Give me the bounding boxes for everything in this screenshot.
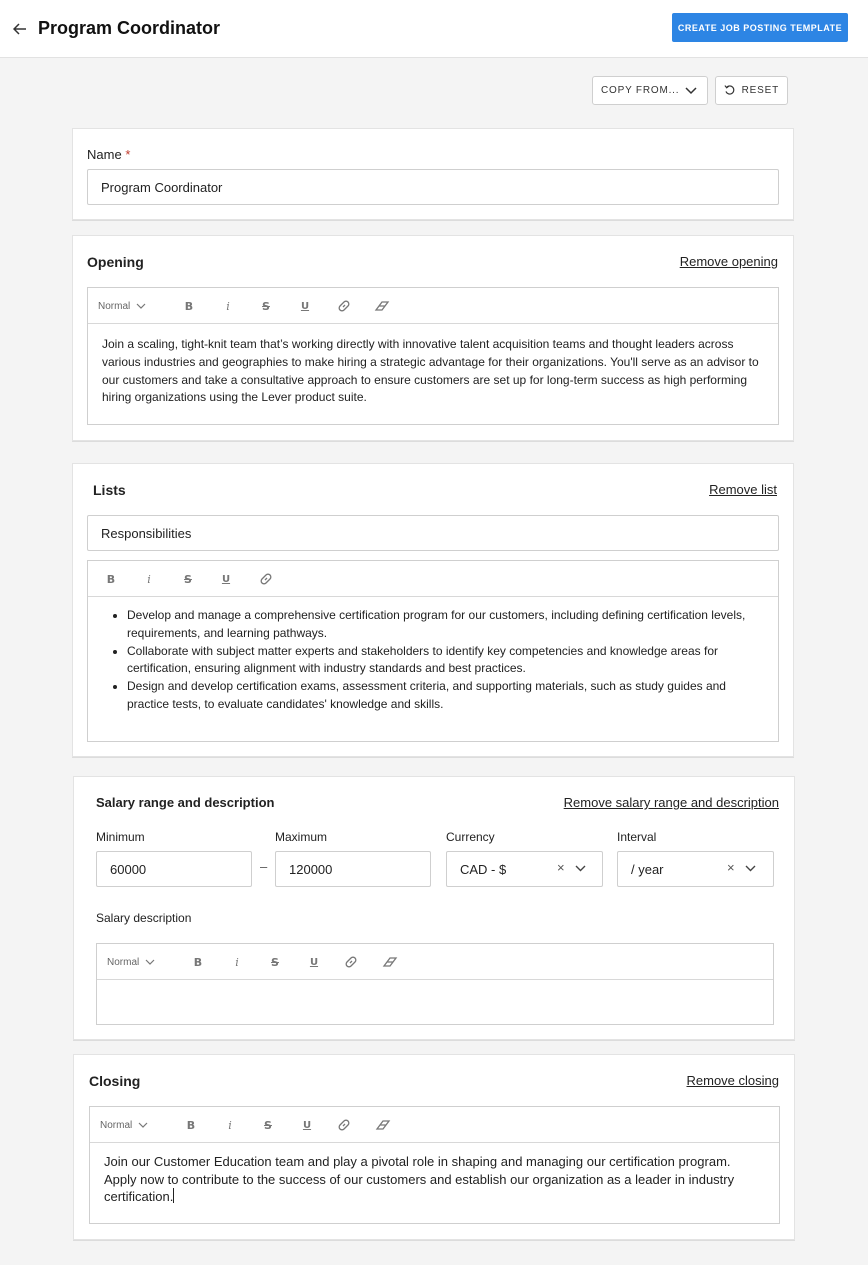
lists-card (72, 463, 794, 757)
closing-toolbar (90, 1107, 779, 1143)
required-mark: * (125, 147, 131, 162)
closing-card (73, 1054, 795, 1240)
link-icon[interactable] (335, 1107, 353, 1143)
format-label: Normal (98, 300, 131, 312)
chevron-down-icon[interactable] (745, 865, 756, 872)
minimum-label: Minimum (96, 830, 145, 844)
name-input[interactable]: Program Coordinator (87, 169, 779, 205)
strikethrough-button[interactable]: S (271, 955, 279, 969)
strikethrough-button[interactable]: S (184, 572, 192, 586)
text-cursor (173, 1188, 174, 1203)
range-dash: – (260, 859, 268, 874)
clear-currency-icon[interactable]: × (557, 860, 565, 875)
currency-value: CAD - $ (460, 861, 507, 877)
link-icon[interactable] (335, 288, 353, 324)
chevron-down-icon (145, 959, 155, 965)
responsibilities-list (102, 607, 764, 714)
clear-format-eraser-icon[interactable] (373, 288, 391, 324)
list-item: • Develop and manage a comprehensive certification program for our customers, including defining certification levels, requirements, and learning pathways. (127, 607, 764, 643)
copy-from-dropdown[interactable] (592, 76, 708, 105)
bold-button[interactable]: B (186, 1118, 196, 1132)
list-toolbar (88, 561, 778, 597)
chevron-down-icon (136, 303, 146, 309)
bold-button[interactable]: B (106, 572, 116, 586)
reset-label: RESET (741, 85, 779, 96)
salary-card (73, 776, 795, 1040)
interval-value: / year (631, 861, 664, 877)
opening-heading: Opening (87, 254, 144, 270)
underline-button[interactable]: U (302, 1119, 312, 1131)
clear-format-eraser-icon[interactable] (381, 944, 399, 980)
clear-interval-icon[interactable]: × (727, 860, 735, 875)
currency-label: Currency (446, 830, 495, 844)
opening-text[interactable]: Join a scaling, tight-knit team that’s working directly with innovative talent acquisition teams and thought leaders across various industries and geographies to make hiring a strategic advantage for their organizations. You'll serve as an advisor to our customers and take a consultative approach to ensure customers are set up for long-term success as high performing hiring organizations using the Lever product suite. (102, 337, 759, 405)
list-editor (87, 560, 779, 742)
bold-button[interactable]: B (193, 955, 203, 969)
list-content[interactable] (102, 607, 764, 714)
italic-button[interactable]: i (147, 572, 151, 586)
format-dropdown[interactable] (98, 288, 146, 324)
salary-description-label: Salary description (96, 911, 192, 925)
minimum-input[interactable]: 60000 (96, 851, 252, 887)
salary-toolbar (97, 944, 773, 980)
format-label: Normal (100, 1119, 133, 1131)
salary-description-text[interactable] (111, 984, 759, 1024)
salary-heading: Salary range and description (96, 795, 275, 810)
maximum-input[interactable]: 120000 (275, 851, 431, 887)
name-card (72, 128, 794, 220)
opening-card (72, 235, 794, 441)
format-label: Normal (107, 956, 140, 968)
closing-text: Join our Customer Education team and play a pivotal role in shaping and managing our certification program. Apply now to contribute to the success of our customers and establish our organization as a leader in industry certification. (104, 1154, 735, 1204)
link-icon[interactable] (257, 561, 275, 597)
format-dropdown[interactable] (107, 944, 155, 980)
list-item: • Collaborate with subject matter experts and stakeholders to identify key competencies and knowledge areas for certification, ensuring alignment with industry standards and best practices. (127, 643, 764, 679)
clear-format-eraser-icon[interactable] (374, 1107, 392, 1143)
interval-label: Interval (617, 830, 657, 844)
closing-text-area[interactable] (104, 1153, 765, 1206)
name-label (87, 147, 130, 162)
back-arrow-icon[interactable] (10, 19, 30, 39)
underline-button[interactable]: U (309, 956, 319, 968)
closing-editor (89, 1106, 780, 1224)
strikethrough-button[interactable]: S (264, 1118, 272, 1132)
opening-editor (87, 287, 779, 425)
chevron-down-icon (685, 87, 697, 95)
chevron-down-icon[interactable] (575, 865, 586, 872)
reset-button[interactable] (715, 76, 788, 105)
copy-from-label: COPY FROM... (601, 85, 680, 96)
reset-icon (724, 84, 736, 97)
remove-opening-link[interactable]: Remove opening (679, 254, 778, 269)
top-bar (0, 0, 868, 58)
chevron-down-icon (138, 1122, 148, 1128)
italic-button[interactable]: i (226, 299, 230, 313)
salary-description-editor (96, 943, 774, 1025)
closing-heading: Closing (89, 1073, 141, 1089)
format-dropdown[interactable] (100, 1107, 148, 1143)
create-job-posting-template-button[interactable]: CREATE JOB POSTING TEMPLATE (672, 13, 848, 42)
strikethrough-button[interactable]: S (262, 299, 270, 313)
remove-salary-link[interactable]: Remove salary range and description (563, 795, 779, 810)
remove-closing-link[interactable]: Remove closing (686, 1073, 779, 1088)
opening-toolbar (88, 288, 778, 324)
list-title-input[interactable]: Responsibilities (87, 515, 779, 551)
underline-button[interactable]: U (300, 300, 310, 312)
link-icon[interactable] (342, 944, 360, 980)
remove-list-link[interactable]: Remove list (709, 482, 777, 497)
italic-button[interactable]: i (228, 1118, 232, 1132)
lists-heading: Lists (93, 482, 126, 498)
page-title: Program Coordinator (38, 18, 221, 38)
bold-button[interactable]: B (184, 299, 194, 313)
list-item: • Design and develop certification exams, assessment criteria, and supporting materials, such as study guides and practice tests, to evaluate candidates' knowledge and skills. (127, 678, 764, 714)
underline-button[interactable]: U (221, 573, 231, 585)
name-label-text: Name (87, 147, 122, 162)
maximum-label: Maximum (275, 830, 328, 844)
italic-button[interactable]: i (235, 955, 239, 969)
